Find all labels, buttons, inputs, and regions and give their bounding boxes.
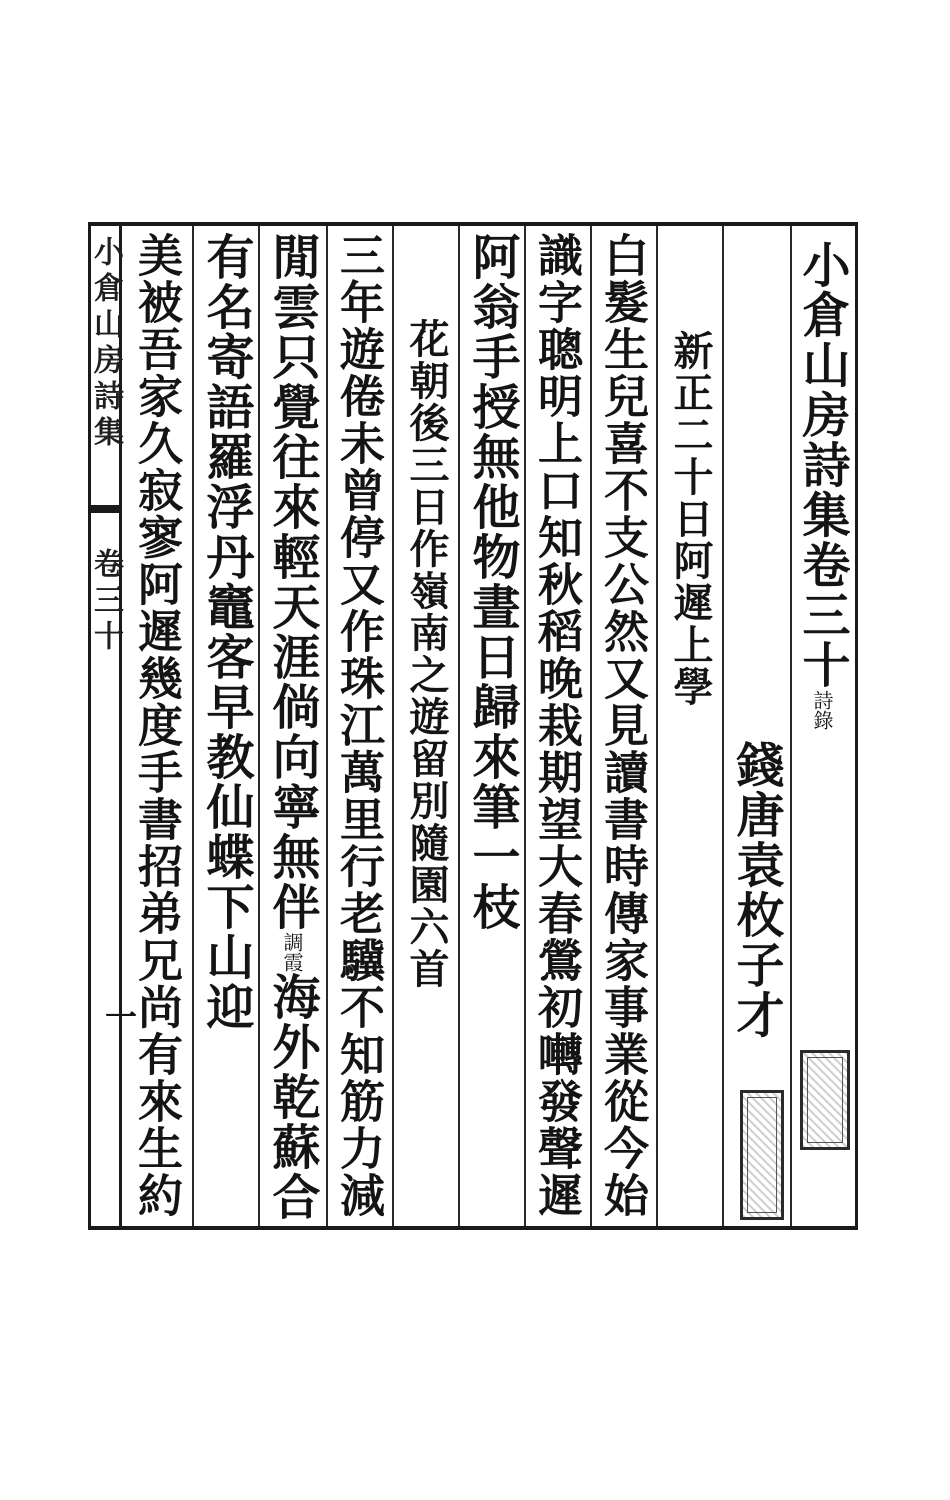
collector-seal — [740, 1090, 784, 1220]
column-rule — [326, 226, 328, 1226]
poem-title: 新正二十日阿遲上學 — [667, 330, 714, 708]
column-rule — [392, 226, 394, 1226]
poem-line: 美被吾家久寂寥阿遲幾度手書招弟兄尚有來生約 — [130, 232, 183, 1219]
title-note: 詩 — [810, 690, 834, 710]
poem-line: 阿翁手授無他物晝日歸來筆一枝 — [464, 232, 520, 932]
column-rule — [656, 226, 658, 1226]
column-poem1-line1 — [596, 232, 649, 1219]
column-rule — [722, 226, 724, 1226]
column-poem1-title — [662, 330, 718, 708]
poem-line: 白髮生兒喜不支公然又見讀書時傳家事業從今始 — [596, 232, 649, 1219]
title-note-2: 錄 — [810, 710, 834, 730]
fold-volume: 卷三十 — [88, 548, 123, 656]
column-poem1-line3 — [464, 232, 520, 932]
fold-title: 小倉山房詩集 — [88, 236, 123, 452]
column-poem2-line2 — [264, 232, 320, 1222]
poem-line: 三年遊倦未曾停又作珠江萬里行老驥不知筋力減 — [332, 232, 385, 1219]
poem-line-tail: 海外乾蘇合 — [264, 972, 320, 1222]
column-rule — [590, 226, 592, 1226]
column-rule — [192, 226, 194, 1226]
column-author — [728, 740, 784, 1040]
column-rule — [458, 226, 460, 1226]
column-poem2-line3 — [198, 232, 254, 1032]
poem-line: 識字聰明上口知秋稻晚栽期望大春鶯初囀發聲遲 — [530, 232, 583, 1219]
column-poem1-line2 — [530, 232, 583, 1219]
fish-tail-mark — [88, 505, 122, 541]
volume-title: 小倉山房詩集卷三十 — [794, 240, 850, 690]
column-title — [794, 240, 850, 730]
column-rule — [258, 226, 260, 1226]
column-rule — [790, 226, 792, 1226]
collector-seal — [800, 1050, 850, 1150]
author-name: 錢唐袁枚子才 — [728, 740, 784, 1040]
column-poem2-line4 — [130, 232, 183, 1219]
poem-line: 閒雲只覺往來輕天涯倘向寧無伴 — [264, 232, 320, 932]
poem-line: 有名寄語羅浮丹竈客早教仙蝶下山迎 — [198, 232, 254, 1032]
column-rule — [524, 226, 526, 1226]
fold-page-number: 一 — [100, 1000, 138, 1032]
poem-title: 花朝後三日作嶺南之遊留別隨園六首 — [403, 318, 450, 990]
column-poem2-title — [398, 318, 454, 990]
interlinear-note: 調霞 — [280, 932, 304, 972]
column-poem2-line1 — [332, 232, 385, 1219]
